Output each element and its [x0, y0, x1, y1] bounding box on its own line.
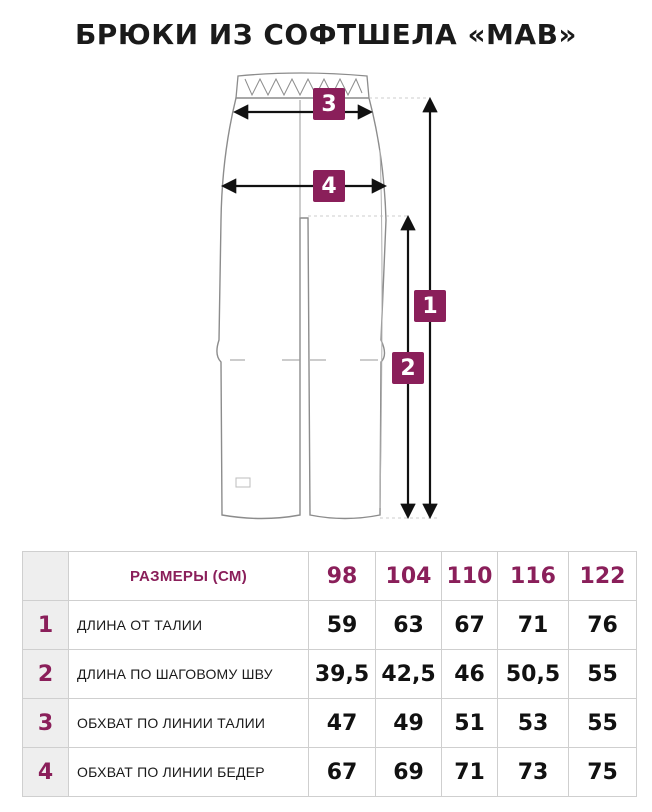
table-cell: 73: [498, 748, 569, 797]
row-number: 2: [23, 650, 69, 699]
table-cell: 55: [569, 699, 637, 748]
size-table: [22, 551, 637, 797]
row-number: 1: [23, 601, 69, 650]
table-cell: 53: [498, 699, 569, 748]
table-cell: 50,5: [498, 650, 569, 699]
size-header: 104: [376, 552, 442, 601]
badge-4: 4: [313, 170, 345, 202]
row-label: ОБХВАТ ПО ЛИНИИ ТАЛИИ: [69, 699, 309, 748]
size-header: 122: [569, 552, 637, 601]
table-cell: 71: [498, 601, 569, 650]
table-row: [23, 601, 637, 650]
badge-1: 1: [414, 290, 446, 322]
badge-2: 2: [392, 352, 424, 384]
size-header: 110: [442, 552, 498, 601]
size-header: 98: [309, 552, 376, 601]
table-cell: 63: [376, 601, 442, 650]
row-label: ДЛИНА ОТ ТАЛИИ: [69, 601, 309, 650]
table-cell: 67: [442, 601, 498, 650]
row-number: 4: [23, 748, 69, 797]
table-row: [23, 699, 637, 748]
pants-drawing: [0, 60, 652, 530]
pants-measurement-diagram: [0, 60, 652, 530]
table-row: [23, 650, 637, 699]
sizes-header-label: РАЗМЕРЫ (СМ): [69, 552, 309, 601]
table-cell: 69: [376, 748, 442, 797]
pants-outline: [217, 98, 386, 519]
row-label: ОБХВАТ ПО ЛИНИИ БЕДЕР: [69, 748, 309, 797]
size-header: 116: [498, 552, 569, 601]
table-cell: 59: [309, 601, 376, 650]
header-corner: [23, 552, 69, 601]
row-label: ДЛИНА ПО ШАГОВОМУ ШВУ: [69, 650, 309, 699]
table-cell: 67: [309, 748, 376, 797]
waistband: [236, 73, 369, 101]
badge-3: 3: [313, 88, 345, 120]
table-cell: 49: [376, 699, 442, 748]
table-cell: 39,5: [309, 650, 376, 699]
table-cell: 71: [442, 748, 498, 797]
table-header-row: [23, 552, 637, 601]
table-cell: 51: [442, 699, 498, 748]
table-cell: 55: [569, 650, 637, 699]
table-cell: 42,5: [376, 650, 442, 699]
row-number: 3: [23, 699, 69, 748]
table-cell: 75: [569, 748, 637, 797]
table-cell: 46: [442, 650, 498, 699]
page-title: БРЮКИ ИЗ СОФТШЕЛА «MAB»: [74, 18, 578, 51]
table-cell: 47: [309, 699, 376, 748]
table-cell: 76: [569, 601, 637, 650]
table-row: [23, 748, 637, 797]
